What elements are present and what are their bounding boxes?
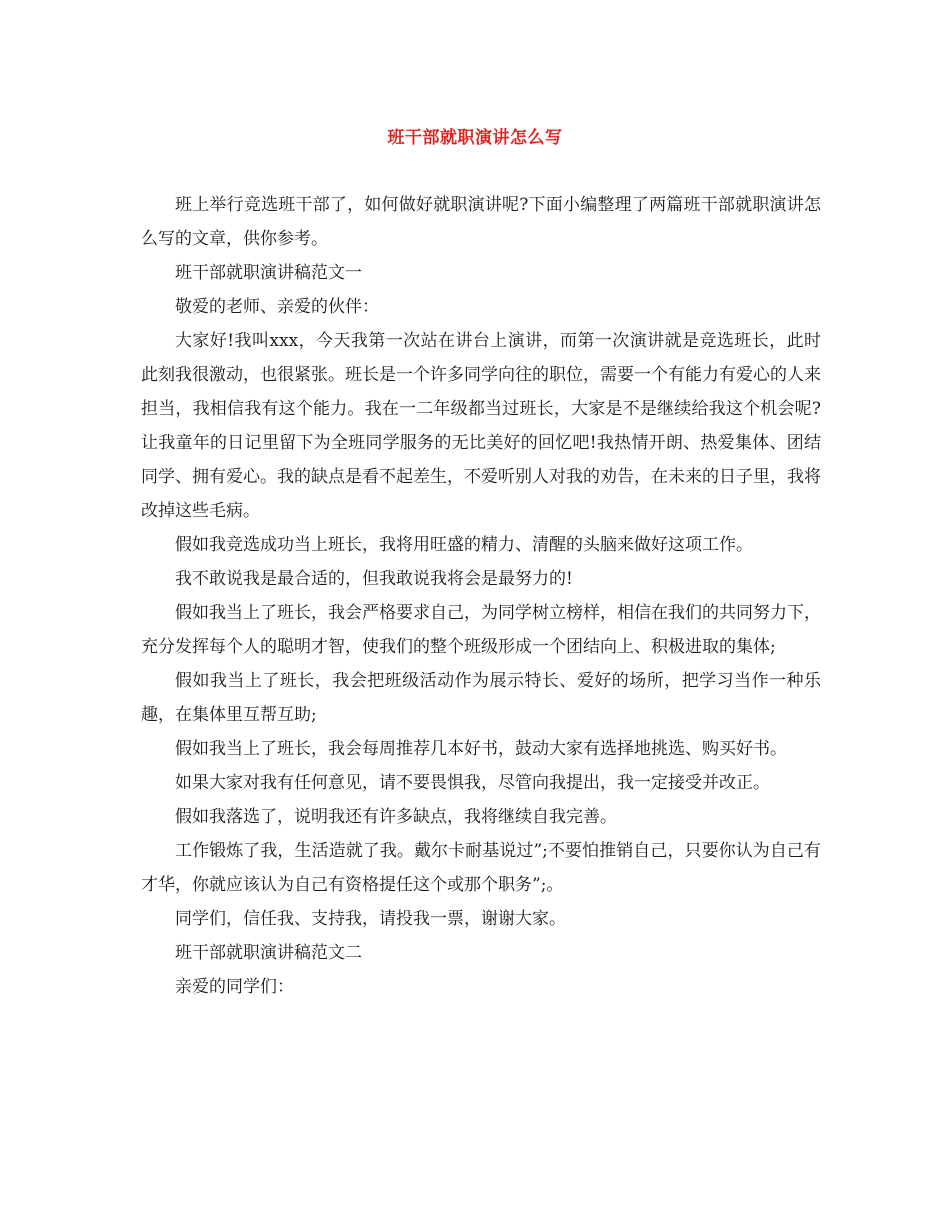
paragraph-plan: 假如我竞选成功当上班长，我将用旺盛的精力、清醒的头脑来做好这项工作。	[175, 535, 753, 555]
section-heading-one: 班干部就职演讲稿范文一	[175, 263, 362, 283]
salutation-two: 亲爱的同学们：	[175, 977, 294, 997]
paragraph-feedback: 如果大家对我有任何意见，请不要畏惧我，尽管向我提出，我一定接受并改正。	[175, 773, 770, 793]
paragraph-promise-two: 假如我当上了班长，我会把班级活动作为展示特长、爱好的场所，把学习当作一种乐趣，在集体里互帮互助;	[141, 671, 821, 725]
document-title: 班干部就职演讲怎么写	[387, 128, 563, 148]
paragraph-closing: 同学们，信任我、支持我，请投我一票，谢谢大家。	[175, 909, 566, 929]
paragraph-promise-one: 假如我当上了班长，我会严格要求自己，为同学树立榜样，相信在我们的共同努力下，充分发挥每个人的聪明才智，使我们的整个班级形成一个团结向上、积极进取的集体;	[141, 603, 821, 657]
section-heading-two: 班干部就职演讲稿范文二	[175, 943, 362, 963]
paragraph-intro: 班上举行竞选班干部了，如何做好就职演讲呢?下面小编整理了两篇班干部就职演讲怎么写的文章，供你参考。	[141, 195, 821, 249]
paragraph-quote: 工作锻炼了我，生活造就了我。戴尔卡耐基说过”;不要怕推销自己，只要你认为自己有才华，你就应该认为自己有资格提任这个或那个职务”;。	[141, 841, 821, 895]
paragraph-effort: 我不敢说我是最合适的，但我敢说我将会是最努力的!	[175, 569, 573, 589]
paragraph-self-introduction: 大家好!我叫xxx，今天我第一次站在讲台上演讲，而第一次演讲就是竞选班长，此时此刻我很激动，也很紧张。班长是一个许多同学向往的职位，需要一个有能力有爱心的人来担当，我相信我有这个能力。我在一二年级都当过班长，大家是不是继续给我这个机会呢?让我童年的日记里留下为全班同学服务的无比美好的回忆吧!我热情开朗、热爱集体、团结同学、拥有爱心。我的缺点是看不起差生，不爱听别人对我的劝告，在未来的日子里，我将改掉这些毛病。	[141, 331, 821, 521]
document-body	[141, 188, 821, 1004]
paragraph-if-lose: 假如我落选了，说明我还有许多缺点，我将继续自我完善。	[175, 807, 617, 827]
salutation-one: 敬爱的老师、亲爱的伙伴：	[175, 297, 379, 317]
paragraph-promise-three: 假如我当上了班长，我会每周推荐几本好书，鼓动大家有选择地挑选、购买好书。	[175, 739, 787, 759]
